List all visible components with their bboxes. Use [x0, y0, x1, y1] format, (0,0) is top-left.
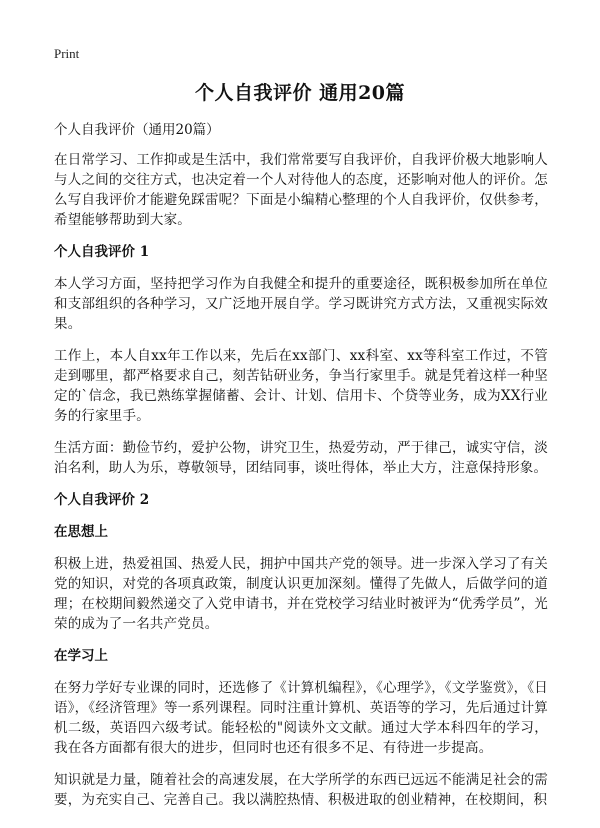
document-body	[54, 120, 548, 822]
section-heading-1: 个人自我评价 1	[54, 244, 150, 260]
section2-paragraph-knowledge: 知识就是力量，随着社会的高速发展，在大学所学的东西已远远不能满足社会的需要，为充实自己、完善自己。我以满腔热情、积极进取的创业精神，在校期间，积	[54, 772, 548, 808]
document-subtitle: 个人自我评价（通用20篇）	[54, 122, 220, 138]
section1-paragraph-work: 工作上，本人自xx年工作以来，先后在xx部门、xx科室、xx等科室工作过，不管走到哪里，都严格要求自己，刻苦钻研业务，争当行家里手。就是凭着这样一种坚定的`信念，我已熟练掌握储蓄、会计、计划、信用卡、个贷等业务，成为XX行业务的行家里手。	[54, 348, 548, 424]
subheading-study: 在学习上	[54, 648, 108, 664]
section-heading-2: 个人自我评价 2	[54, 492, 150, 508]
section1-paragraph-life: 生活方面：勤俭节约，爱护公物，讲究卫生，热爱劳动，严于律己，诚实守信，淡泊名利，助人为乐，尊敬领导，团结同事，谈吐得体，举止大方，注意保持形象。	[54, 440, 548, 476]
intro-paragraph: 在日常学习、工作抑或是生活中，我们常常要写自我评价，自我评价极大地影响人与人之间的交往方式，也决定着一个人对待他人的态度，还影响对他人的评价。怎么写自我评价才能避免踩雷呢？下面是小编精心整理的个人自我评价，仅供参考，希望能够帮助到大家。	[54, 152, 548, 228]
page-title: 个人自我评价 通用20篇	[194, 82, 406, 104]
subheading-thought: 在思想上	[54, 524, 108, 540]
section2-paragraph-thought: 积极上进，热爱祖国、热爱人民，拥护中国共产党的领导。进一步深入学习了有关党的知识，对党的各项真政策，制度认识更加深刻。懂得了先做人，后做学问的道理；在校期间毅然递交了入党申请书，并在党校学习结业时被评为“优秀学员”，光荣的成为了一名共产党员。	[54, 556, 548, 632]
print-label: Print	[54, 46, 80, 61]
section2-paragraph-study: 在努力学好专业课的同时，还选修了《计算机编程》，《心理学》，《文学鉴赏》，《日语》，《经济管理》等一系列课程。同时注重计算机、英语等的学习，先后通过计算机二级，英语四六级考试。能轻松的"阅读外文文献。通过大学本科四年的学习，我在各方面都有很大的进步，但同时也还有很多不足、有待进一步提高。	[54, 680, 548, 756]
section1-paragraph-study: 本人学习方面，坚持把学习作为自我健全和提升的重要途径，既积极参加所在单位和支部组织的各种学习，又广泛地开展自学。学习既讲究方式方法，又重视实际效果。	[54, 276, 548, 332]
